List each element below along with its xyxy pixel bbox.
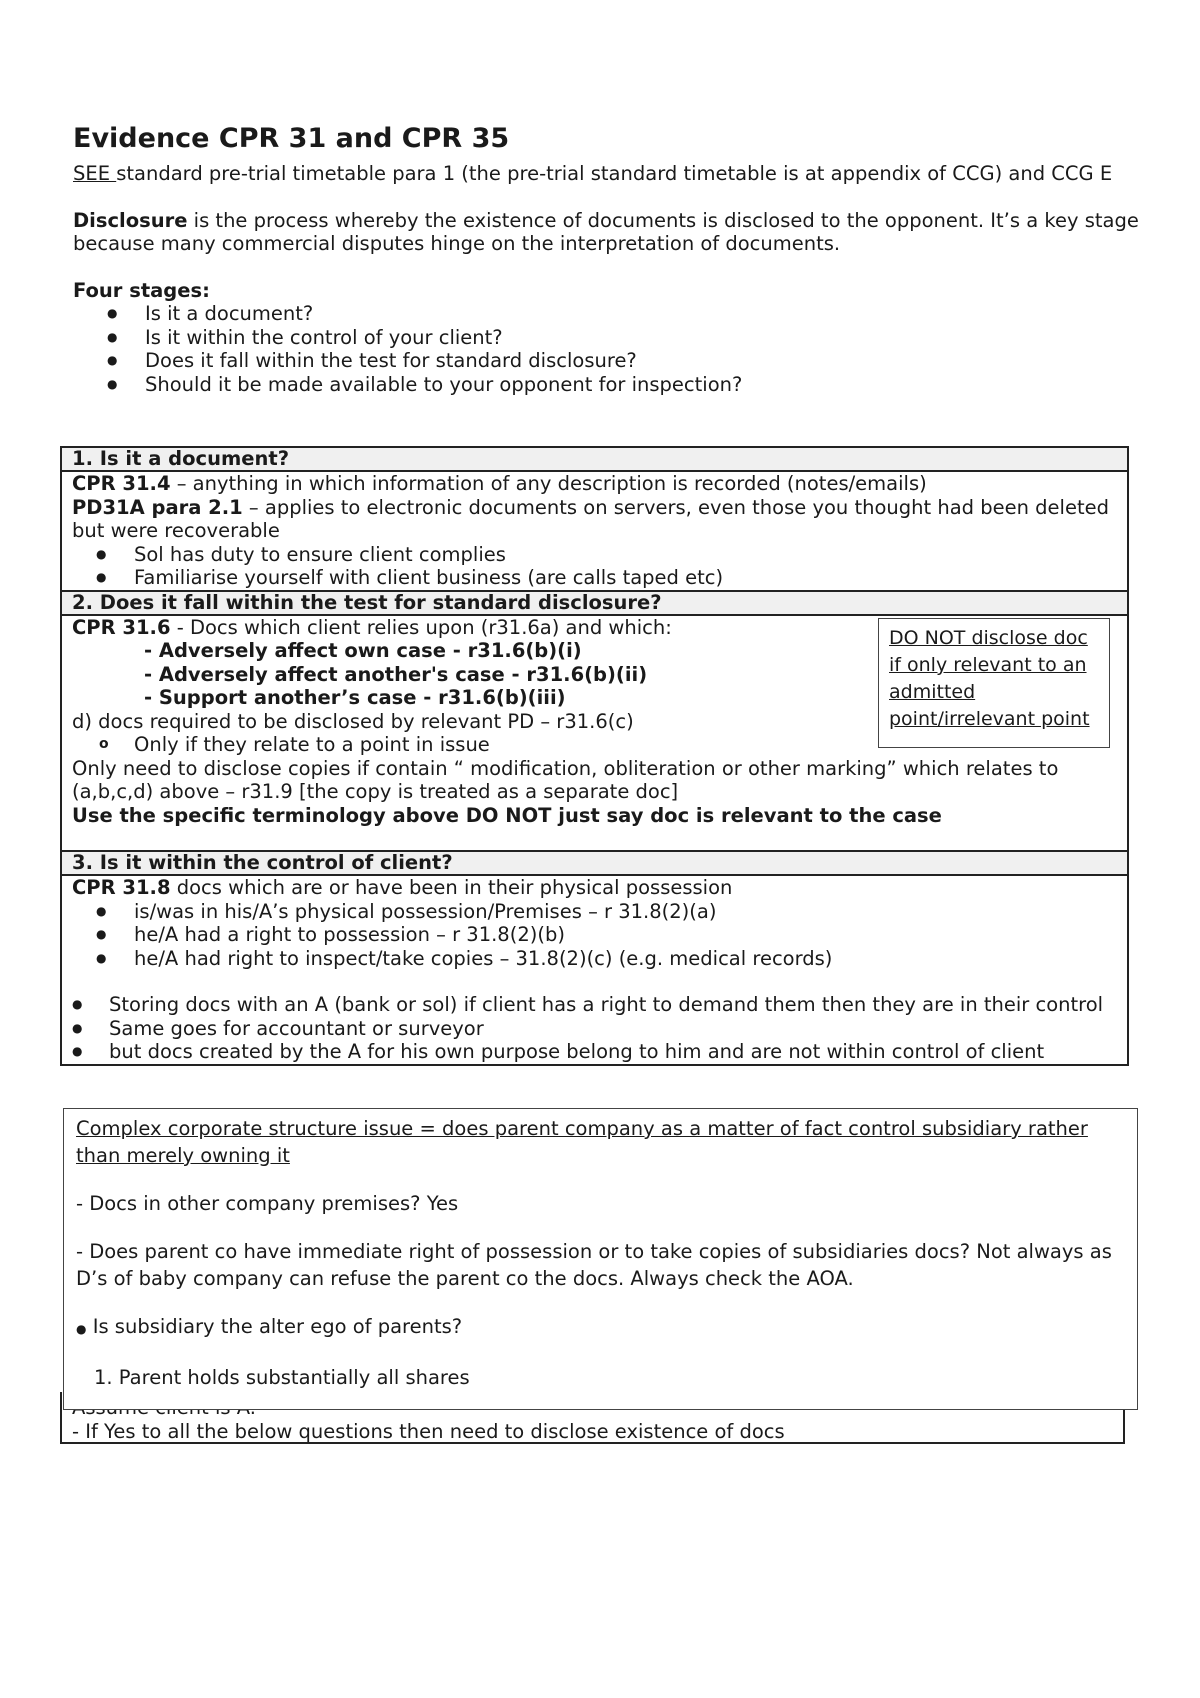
overlay-line2: - Does parent co have immediate right of possession or to take copies of subsidiaries docs? Not always as D’s of baby company can refuse the parent co the docs. Always check the AOA. xyxy=(76,1240,1112,1290)
overlay-heading: Complex corporate structure issue = does parent company as a matter of fact control subsidiary rather than merely owning it xyxy=(76,1117,1088,1167)
test-item: - Support another’s case - r31.6(b)(iii) xyxy=(144,686,566,709)
cpr-31-4: CPR 31.4 xyxy=(72,472,171,495)
list-item: ● Same goes for accountant or surveyor xyxy=(72,1017,1117,1041)
list-item: ● Is it within the control of your client? xyxy=(73,326,1143,350)
section1-header: 1. Is it a document? xyxy=(62,448,1127,472)
stages-list xyxy=(73,302,1143,396)
list-item: ● Does it fall within the test for standard disclosure? xyxy=(73,349,1143,373)
disclosure-table xyxy=(60,446,1129,1066)
stages-heading: Four stages: xyxy=(73,278,210,302)
page-title: Evidence CPR 31 and CPR 35 xyxy=(73,123,510,154)
see-label: SEE xyxy=(73,162,117,185)
list-item: ● he/A had right to inspect/take copies – 31.8(2)(c) (e.g. medical records) xyxy=(62,947,1117,971)
test-item: - Adversely affect own case - r31.6(b)(i) xyxy=(144,639,582,662)
pd31a-text: – applies to electronic documents on servers, even those you thought had been deleted but were recoverable xyxy=(72,495,1109,542)
do-not-disclose-callout: DO NOT disclose doc if only relevant to an admitted point/irrelevant point xyxy=(878,618,1110,748)
list-item: o Only if they relate to a point in issue xyxy=(62,733,1117,757)
list-item: ● Sol has duty to ensure client complies xyxy=(62,543,1117,567)
document-page xyxy=(73,122,1143,396)
list-item: ● he/A had a right to possession – r 31.8(2)(b) xyxy=(62,923,1117,947)
cpr-31-8: CPR 31.8 xyxy=(72,876,171,899)
corporate-structure-box xyxy=(63,1108,1138,1410)
cpr-31-6-text: - Docs which client relies upon (r31.6a) and which: xyxy=(170,615,672,639)
cpr-31-6: CPR 31.6 xyxy=(72,615,171,639)
list-item: ● but docs created by the A for his own purpose belong to him and are not within control of client xyxy=(72,1040,1117,1064)
test-item: - Adversely affect another's case - r31.6(b)(ii) xyxy=(144,662,648,686)
disclosure-paragraph xyxy=(73,209,1143,256)
tail-line: - If Yes to all the below questions then need to disclose existence of docs xyxy=(72,1419,785,1443)
copies-text: Only need to disclose copies if contain “ modification, obliteration or other marking” which relates to (a,b,c,d) above – r31.9 [the copy is treated as a separate doc] xyxy=(72,756,1059,803)
overlay-bullet-text: Is subsidiary the alter ego of parents? xyxy=(92,1315,463,1338)
cpr-31-4-text: – anything in which information of any description is recorded (notes/emails) xyxy=(170,472,927,495)
section2-header: 2. Does it fall within the test for standard disclosure? xyxy=(62,590,1127,616)
d-line: d) docs required to be disclosed by relevant PD – r31.6(c) xyxy=(72,709,634,733)
overlay-bullet xyxy=(76,1313,1125,1343)
section3-header: 3. Is it within the control of client? xyxy=(62,850,1127,876)
list-item: ● is/was in his/A’s physical possession/Premises – r 31.8(2)(a) xyxy=(62,900,1117,924)
intro-see xyxy=(73,162,1143,186)
bullet-icon: ● xyxy=(76,1322,87,1336)
overlay-numbered: 1. Parent holds substantially all shares xyxy=(94,1366,470,1389)
disclosure-term: Disclosure xyxy=(73,208,188,232)
disclosure-text: is the process whereby the existence of documents is disclosed to the opponent. It’s a key stage because many commercial disputes hinge on the interpretation of documents. xyxy=(73,208,1139,255)
list-item: ● Should it be made available to your opponent for inspection? xyxy=(73,373,1143,397)
overlay-line1: - Docs in other company premises? Yes xyxy=(76,1192,459,1215)
section1-body xyxy=(62,472,1127,590)
list-item: ● Familiarise yourself with client business (are calls taped etc) xyxy=(62,566,1117,590)
see-text: standard pre-trial timetable para 1 (the pre-trial standard timetable is at appendix of CCG) and CCG E xyxy=(116,162,1113,185)
cpr-31-8-text: docs which are or have been in their physical possession xyxy=(170,876,733,899)
pd31a: PD31A para 2.1 xyxy=(72,495,243,519)
section3-body xyxy=(62,876,1127,1064)
terminology-warning: Use the specific terminology above DO NOT just say doc is relevant to the case xyxy=(72,803,942,827)
list-item: ● Is it a document? xyxy=(73,302,1143,326)
list-item: ● Storing docs with an A (bank or sol) if client has a right to demand them then they are in their control xyxy=(72,993,1117,1017)
